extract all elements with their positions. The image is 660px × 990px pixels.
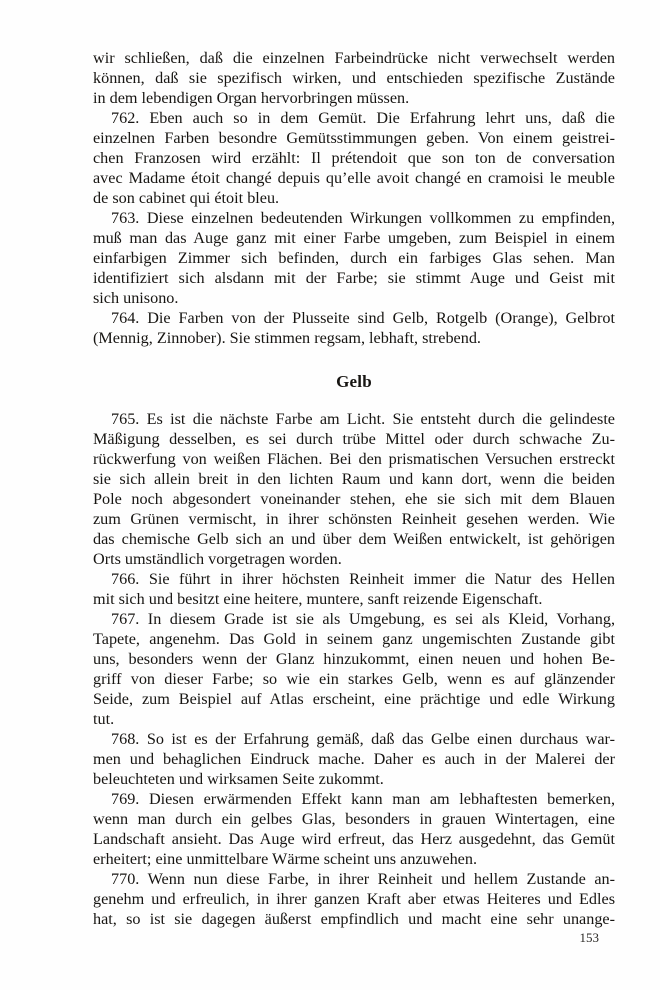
paragraph-764 xyxy=(93,308,615,348)
text-line: Mäßigung desselben, es sei durch trübe Mittel oder durch schwache Zu- xyxy=(93,430,615,448)
text-line: 766. Sie führt in ihrer höchsten Reinheit immer die Natur des Hellen xyxy=(111,570,615,588)
paragraph-765 xyxy=(93,409,615,569)
text-line: 769. Diesen erwärmenden Effekt kann man am lebhaftesten bemerken, xyxy=(111,790,615,808)
text-line: sie sich allein breit in den lichten Raum und kann dort, wenn die beiden xyxy=(93,470,615,488)
text-line: Pole noch abgesondert voneinander stehen, ehe sie sich mit dem Blauen xyxy=(93,490,615,508)
text-line: wenn man durch ein gelbes Glas, besonders in grauen Wintertagen, eine xyxy=(93,810,615,828)
page-number: 153 xyxy=(579,930,599,945)
paragraph-763 xyxy=(93,208,615,308)
text-line: in dem lebendigen Organ hervorbringen müssen. xyxy=(93,89,410,107)
text-line: 762. Eben auch so in dem Gemüt. Die Erfahrung lehrt uns, daß die xyxy=(111,109,615,127)
text-line: Tapete, angenehm. Das Gold in seinem ganz ungemischten Zustande gibt xyxy=(93,630,615,648)
text-line: hat, so ist sie dagegen äußerst empfindlich und macht eine sehr unange- xyxy=(93,910,615,928)
text-line: Seide, zum Beispiel auf Atlas erscheint, eine prächtige und edle Wirkung xyxy=(93,690,615,708)
text-line: 765. Es ist die nächste Farbe am Licht. Sie entsteht durch die gelindeste xyxy=(111,410,615,428)
text-line: (Mennig, Zinnober). Sie stimmen regsam, lebhaft, strebend. xyxy=(93,329,481,347)
text-line: muß man das Auge ganz mit einer Farbe umgeben, zum Beispiel in einem xyxy=(93,229,615,247)
text-line: zum Grünen vermischt, in ihrer schönsten Reinheit gesehen werden. Wie xyxy=(93,510,615,528)
text-line: avec Madame étoit changé depuis qu’elle avoit changé en cramoisi le meuble xyxy=(93,169,615,187)
text-line: de son cabinet qui étoit bleu. xyxy=(93,189,280,207)
text-line: genehm und erfreulich, in ihrer ganzen Kraft aber etwas Heiteres und Edles xyxy=(93,890,615,908)
text-line: können, daß sie spezifisch wirken, und entschieden spezifische Zustände xyxy=(93,69,615,87)
text-line: 764. Die Farben von der Plusseite sind Gelb, Rotgelb (Orange), Gelbrot xyxy=(111,309,615,327)
text-line: Orts umständlich vorgetragen worden. xyxy=(93,550,342,568)
text-line: wir schließen, daß die einzelnen Farbeindrücke nicht verwechselt werden xyxy=(93,49,615,67)
text-line: 768. So ist es der Erfahrung gemäß, daß das Gelbe einen durchaus war- xyxy=(111,730,615,748)
section-heading-gelb: Gelb xyxy=(336,372,372,391)
paragraph-769 xyxy=(93,789,615,869)
text-line: mit sich und besitzt eine heitere, muntere, sanft reizende Eigenschaft. xyxy=(93,590,543,608)
text-line: einzelnen Farben besondre Gemütsstimmungen geben. Von einem geistrei- xyxy=(93,129,615,147)
paragraph-770 xyxy=(93,869,615,929)
text-line: 770. Wenn nun diese Farbe, in ihrer Reinheit und hellem Zustande an- xyxy=(111,870,615,888)
text-line: erheitert; eine unmittelbare Wärme scheint uns anzuwehen. xyxy=(93,850,477,868)
text-line: Landschaft ansieht. Das Auge wird erfreut, das Herz ausgedehnt, das Gemüt xyxy=(93,830,615,848)
text-line: men und behaglichen Eindruck mache. Daher es auch in der Malerei der xyxy=(93,750,615,768)
text-line: identifiziert sich alsdann mit der Farbe; sie stimmt Auge und Geist mit xyxy=(93,269,615,287)
paragraph-continuation xyxy=(93,48,615,108)
text-line: das chemische Gelb sich an und über dem Weißen entwickelt, ist gehörigen xyxy=(93,530,615,548)
text-line: chen Franzosen wird erzählt: Il prétendoit que son ton de conversation xyxy=(93,149,615,167)
text-line: griff von dieser Farbe; so wie ein starkes Gelb, wenn es auf glänzender xyxy=(93,670,615,688)
text-line: beleuchteten und wirksamen Seite zukommt. xyxy=(93,770,384,788)
paragraph-766 xyxy=(93,569,615,609)
text-line: einfarbigen Zimmer sich befinden, durch ein farbiges Glas sehen. Man xyxy=(93,249,615,267)
paragraph-768 xyxy=(93,729,615,789)
text-line: rückwerfung von weißen Flächen. Bei den prismatischen Versuchen erstreckt xyxy=(93,450,615,468)
text-line: 767. In diesem Grade ist sie als Umgebung, es sei als Kleid, Vorhang, xyxy=(111,610,615,628)
text-line: sich unisono. xyxy=(93,289,179,307)
text-line: tut. xyxy=(93,710,115,728)
text-line: uns, besonders wenn der Glanz hinzukommt, einen neuen und hohen Be- xyxy=(93,650,615,668)
paragraph-762 xyxy=(93,108,615,208)
text-line: 763. Diese einzelnen bedeutenden Wirkungen vollkommen zu empfinden, xyxy=(111,209,615,227)
paragraph-767 xyxy=(93,609,615,729)
